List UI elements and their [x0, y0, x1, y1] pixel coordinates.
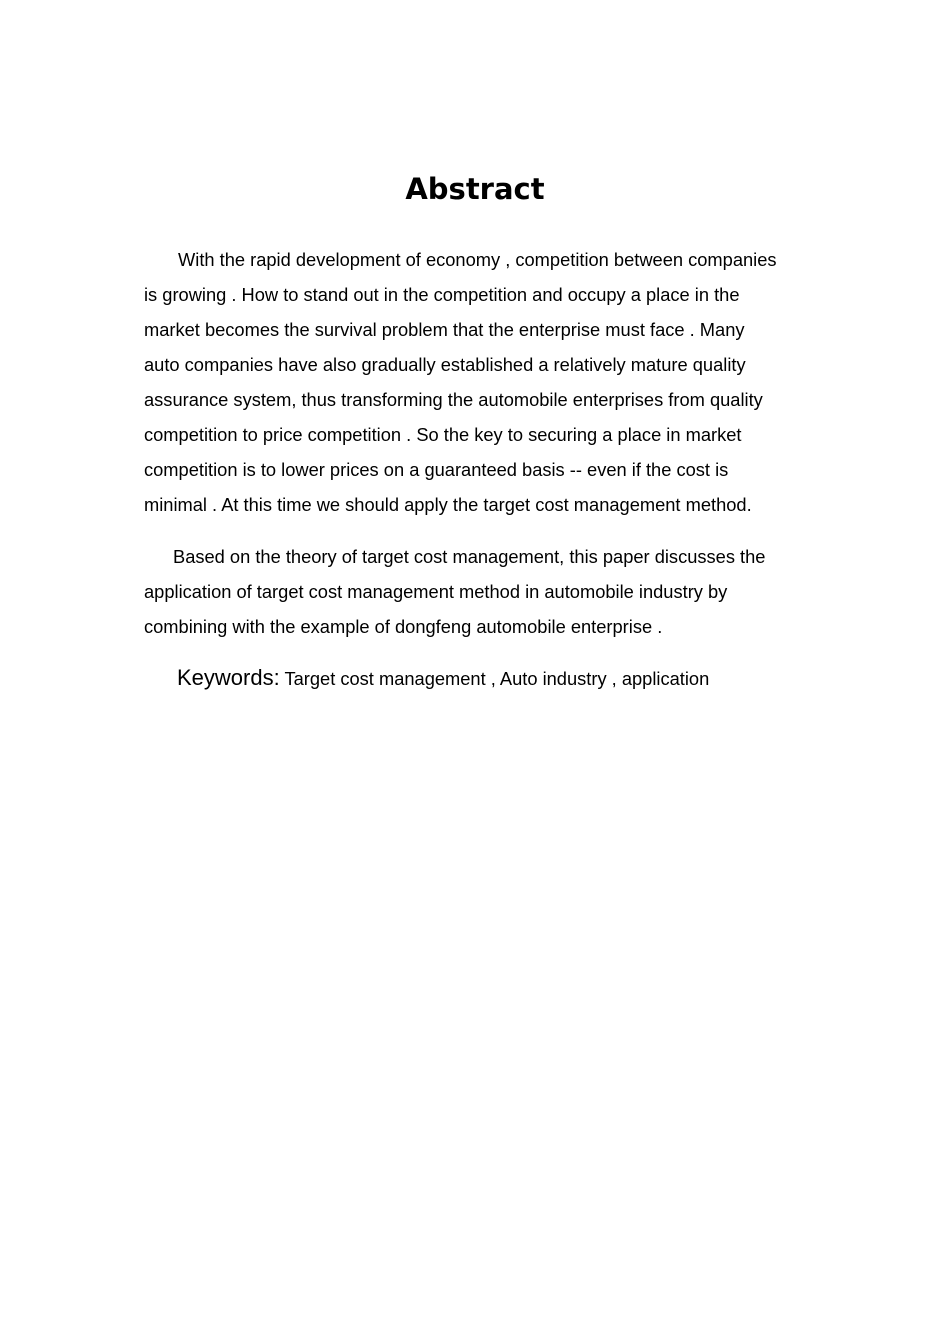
abstract-paragraph-2: [144, 539, 809, 644]
page-title: Abstract: [405, 172, 545, 206]
paragraph-line: Based on the theory of target cost management, this paper discusses the: [173, 546, 766, 567]
paragraph-line: auto companies have also gradually established a relatively mature quality: [144, 354, 746, 375]
paragraph-line: is growing . How to stand out in the competition and occupy a place in the: [144, 284, 740, 305]
paragraph-line: assurance system, thus transforming the automobile enterprises from quality: [144, 389, 763, 410]
paragraph-line: competition to price competition . So the key to securing a place in market: [144, 424, 742, 445]
abstract-paragraph-1: [144, 242, 809, 522]
paragraph-line: application of target cost management method in automobile industry by: [144, 581, 728, 602]
keywords-line: [177, 660, 817, 696]
paragraph-line: market becomes the survival problem that the enterprise must face . Many: [144, 319, 745, 340]
keywords-label: Keywords:: [177, 665, 280, 690]
paragraph-line: combining with the example of dongfeng automobile enterprise .: [144, 616, 663, 637]
keywords-text: Target cost management , Auto industry , application: [284, 668, 710, 689]
paragraph-line: With the rapid development of economy , competition between companies: [178, 249, 777, 270]
paragraph-line: minimal . At this time we should apply the target cost management method.: [144, 494, 752, 515]
paragraph-line: competition is to lower prices on a guaranteed basis -- even if the cost is: [144, 459, 729, 480]
